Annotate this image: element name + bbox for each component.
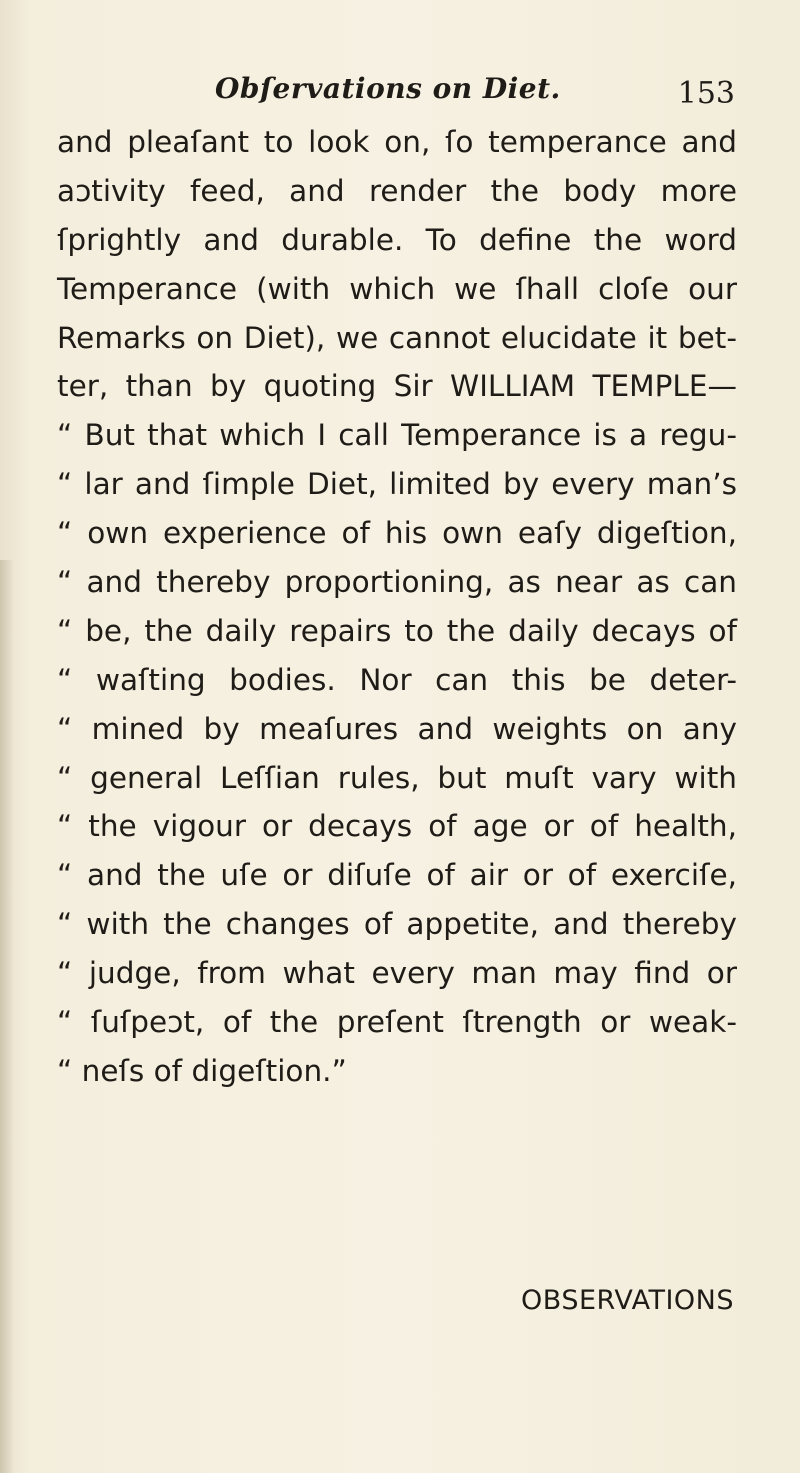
- quote-line: “ lar and ſimple Diet, limited by every man’s: [57, 467, 737, 502]
- body-text: [57, 118, 737, 1096]
- quote-line: “ own experience of his own eaſy digeſtion,: [57, 516, 737, 551]
- quote-line: “ ſuſpeɔt, of the preſent ſtrength or weak-: [57, 1005, 737, 1040]
- quote-line: “ with the changes of appetite, and thereby: [57, 907, 737, 942]
- quote-line: “ be, the daily repairs to the daily decays of: [57, 613, 737, 648]
- page-number: 153: [677, 76, 735, 111]
- quote-line: “ neſs of digeſtion.”: [57, 1053, 347, 1088]
- page-gutter-shadow: [0, 560, 14, 1473]
- text-line: aɔtivity feed, and render the body more: [57, 173, 737, 208]
- catchword: OBSERVATIONS: [521, 1285, 734, 1316]
- text-line: Remarks on Diet), we cannot elucidate it bet-: [57, 320, 737, 355]
- quote-line: “ waſting bodies. Nor can this be deter-: [57, 662, 737, 697]
- quote-line: “ and thereby proportioning, as near as can: [57, 565, 737, 600]
- quote-line: “ and the uſe or diſuſe of air or of exerciſe,: [57, 858, 737, 893]
- running-title: Obſervations on Diet.: [215, 72, 561, 105]
- quote-line: “ judge, from what every man may find or: [57, 956, 737, 991]
- quote-line: “ mined by meaſures and weights on any: [57, 711, 737, 746]
- text-line: ſprightly and durable. To define the word: [57, 222, 737, 257]
- running-head: [215, 72, 735, 112]
- quote-line: “ the vigour or decays of age or of health,: [57, 809, 737, 844]
- text-line: ter, than by quoting Sir WILLIAM TEMPLE—: [57, 369, 737, 404]
- quote-line: “ general Leſſian rules, but muſt vary with: [57, 760, 737, 795]
- text-line: Temperance (with which we ſhall cloſe our: [57, 271, 737, 306]
- quote-line: “ But that which I call Temperance is a regu-: [57, 418, 737, 453]
- text-line: and pleaſant to look on, ſo temperance and: [57, 125, 737, 159]
